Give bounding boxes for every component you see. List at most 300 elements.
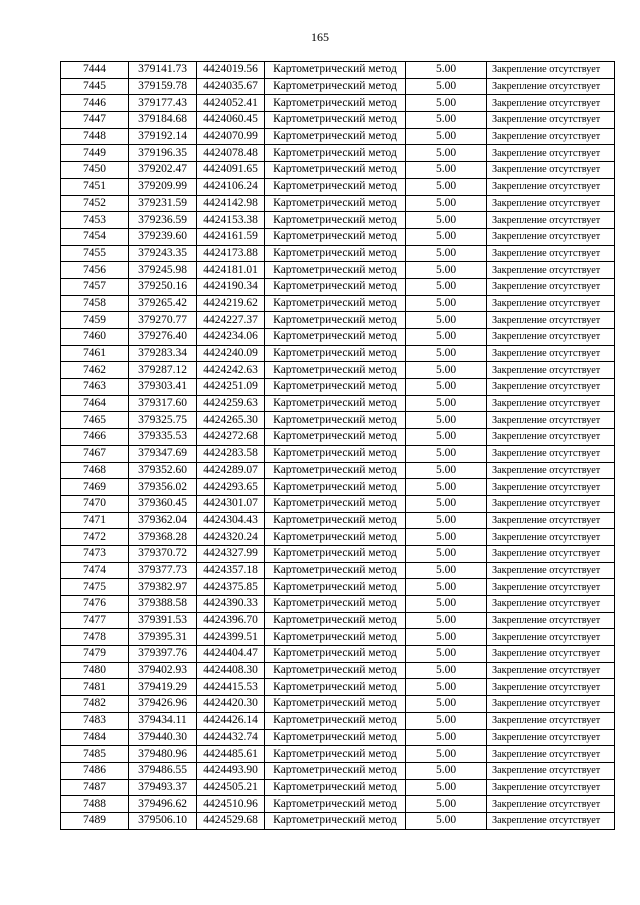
accuracy-cell: 5.00	[406, 646, 487, 663]
accuracy-cell: 5.00	[406, 779, 487, 796]
point-number-cell: 7477	[61, 612, 129, 629]
x-coordinate-cell: 379184.68	[129, 112, 197, 129]
y-coordinate-cell: 4424142.98	[197, 195, 265, 212]
x-coordinate-cell: 379276.40	[129, 329, 197, 346]
accuracy-cell: 5.00	[406, 178, 487, 195]
table-row	[61, 95, 615, 112]
table-row	[61, 629, 615, 646]
method-cell: Картометрический метод	[265, 679, 406, 696]
accuracy-cell: 5.00	[406, 462, 487, 479]
accuracy-cell: 5.00	[406, 746, 487, 763]
method-cell: Картометрический метод	[265, 462, 406, 479]
point-number-cell: 7481	[61, 679, 129, 696]
y-coordinate-cell: 4424396.70	[197, 612, 265, 629]
method-cell: Картометрический метод	[265, 612, 406, 629]
note-cell: Закрепление отсутствует	[487, 379, 615, 396]
table-row	[61, 145, 615, 162]
note-cell: Закрепление отсутствует	[487, 796, 615, 813]
x-coordinate-cell: 379265.42	[129, 295, 197, 312]
x-coordinate-cell: 379335.53	[129, 429, 197, 446]
accuracy-cell: 5.00	[406, 579, 487, 596]
method-cell: Картометрический метод	[265, 762, 406, 779]
x-coordinate-cell: 379243.35	[129, 245, 197, 262]
note-cell: Закрепление отсутствует	[487, 762, 615, 779]
accuracy-cell: 5.00	[406, 696, 487, 713]
method-cell: Картометрический метод	[265, 779, 406, 796]
note-cell: Закрепление отсутствует	[487, 746, 615, 763]
note-cell: Закрепление отсутствует	[487, 162, 615, 179]
accuracy-cell: 5.00	[406, 195, 487, 212]
accuracy-cell: 5.00	[406, 312, 487, 329]
method-cell: Картометрический метод	[265, 712, 406, 729]
accuracy-cell: 5.00	[406, 512, 487, 529]
note-cell: Закрепление отсутствует	[487, 612, 615, 629]
point-number-cell: 7478	[61, 629, 129, 646]
accuracy-cell: 5.00	[406, 495, 487, 512]
note-cell: Закрепление отсутствует	[487, 412, 615, 429]
accuracy-cell: 5.00	[406, 812, 487, 829]
table-row	[61, 128, 615, 145]
x-coordinate-cell: 379382.97	[129, 579, 197, 596]
accuracy-cell: 5.00	[406, 562, 487, 579]
y-coordinate-cell: 4424505.21	[197, 779, 265, 796]
point-number-cell: 7480	[61, 662, 129, 679]
table-row	[61, 245, 615, 262]
y-coordinate-cell: 4424301.07	[197, 495, 265, 512]
table-row	[61, 545, 615, 562]
x-coordinate-cell: 379239.60	[129, 228, 197, 245]
table-row	[61, 212, 615, 229]
accuracy-cell: 5.00	[406, 796, 487, 813]
x-coordinate-cell: 379370.72	[129, 545, 197, 562]
point-number-cell: 7462	[61, 362, 129, 379]
x-coordinate-cell: 379177.43	[129, 95, 197, 112]
y-coordinate-cell: 4424161.59	[197, 228, 265, 245]
point-number-cell: 7485	[61, 746, 129, 763]
accuracy-cell: 5.00	[406, 412, 487, 429]
table-row	[61, 162, 615, 179]
point-number-cell: 7450	[61, 162, 129, 179]
y-coordinate-cell: 4424529.68	[197, 812, 265, 829]
method-cell: Картометрический метод	[265, 746, 406, 763]
table-row	[61, 612, 615, 629]
x-coordinate-cell: 379347.69	[129, 445, 197, 462]
point-number-cell: 7488	[61, 796, 129, 813]
point-number-cell: 7461	[61, 345, 129, 362]
accuracy-cell: 5.00	[406, 278, 487, 295]
x-coordinate-cell: 379303.41	[129, 379, 197, 396]
note-cell: Закрепление отсутствует	[487, 445, 615, 462]
x-coordinate-cell: 379352.60	[129, 462, 197, 479]
x-coordinate-cell: 379159.78	[129, 78, 197, 95]
method-cell: Картометрический метод	[265, 562, 406, 579]
x-coordinate-cell: 379434.11	[129, 712, 197, 729]
note-cell: Закрепление отсутствует	[487, 112, 615, 129]
point-number-cell: 7446	[61, 95, 129, 112]
x-coordinate-cell: 379486.55	[129, 762, 197, 779]
table-row	[61, 178, 615, 195]
y-coordinate-cell: 4424052.41	[197, 95, 265, 112]
note-cell: Закрепление отсутствует	[487, 712, 615, 729]
accuracy-cell: 5.00	[406, 662, 487, 679]
y-coordinate-cell: 4424106.24	[197, 178, 265, 195]
accuracy-cell: 5.00	[406, 712, 487, 729]
y-coordinate-cell: 4424357.18	[197, 562, 265, 579]
note-cell: Закрепление отсутствует	[487, 295, 615, 312]
x-coordinate-cell: 379360.45	[129, 495, 197, 512]
method-cell: Картометрический метод	[265, 579, 406, 596]
point-number-cell: 7487	[61, 779, 129, 796]
table-row	[61, 62, 615, 79]
method-cell: Картометрический метод	[265, 128, 406, 145]
table-row	[61, 529, 615, 546]
x-coordinate-cell: 379287.12	[129, 362, 197, 379]
method-cell: Картометрический метод	[265, 345, 406, 362]
y-coordinate-cell: 4424415.53	[197, 679, 265, 696]
accuracy-cell: 5.00	[406, 596, 487, 613]
table-row	[61, 596, 615, 613]
note-cell: Закрепление отсутствует	[487, 596, 615, 613]
x-coordinate-cell: 379236.59	[129, 212, 197, 229]
note-cell: Закрепление отсутствует	[487, 529, 615, 546]
coordinates-table	[60, 61, 615, 830]
note-cell: Закрепление отсутствует	[487, 479, 615, 496]
table-row	[61, 512, 615, 529]
point-number-cell: 7469	[61, 479, 129, 496]
method-cell: Картометрический метод	[265, 512, 406, 529]
point-number-cell: 7473	[61, 545, 129, 562]
method-cell: Картометрический метод	[265, 445, 406, 462]
method-cell: Картометрический метод	[265, 812, 406, 829]
x-coordinate-cell: 379196.35	[129, 145, 197, 162]
point-number-cell: 7447	[61, 112, 129, 129]
accuracy-cell: 5.00	[406, 128, 487, 145]
method-cell: Картометрический метод	[265, 662, 406, 679]
y-coordinate-cell: 4424173.88	[197, 245, 265, 262]
point-number-cell: 7466	[61, 429, 129, 446]
point-number-cell: 7449	[61, 145, 129, 162]
point-number-cell: 7457	[61, 278, 129, 295]
table-row	[61, 812, 615, 829]
point-number-cell: 7454	[61, 228, 129, 245]
point-number-cell: 7451	[61, 178, 129, 195]
y-coordinate-cell: 4424390.33	[197, 596, 265, 613]
x-coordinate-cell: 379506.10	[129, 812, 197, 829]
accuracy-cell: 5.00	[406, 395, 487, 412]
table-row	[61, 662, 615, 679]
method-cell: Картометрический метод	[265, 629, 406, 646]
point-number-cell: 7470	[61, 495, 129, 512]
method-cell: Картометрический метод	[265, 262, 406, 279]
y-coordinate-cell: 4424327.99	[197, 545, 265, 562]
accuracy-cell: 5.00	[406, 295, 487, 312]
method-cell: Картометрический метод	[265, 278, 406, 295]
y-coordinate-cell: 4424272.68	[197, 429, 265, 446]
accuracy-cell: 5.00	[406, 212, 487, 229]
point-number-cell: 7483	[61, 712, 129, 729]
x-coordinate-cell: 379362.04	[129, 512, 197, 529]
table-row	[61, 112, 615, 129]
x-coordinate-cell: 379245.98	[129, 262, 197, 279]
method-cell: Картометрический метод	[265, 112, 406, 129]
point-number-cell: 7482	[61, 696, 129, 713]
x-coordinate-cell: 379419.29	[129, 679, 197, 696]
point-number-cell: 7455	[61, 245, 129, 262]
point-number-cell: 7475	[61, 579, 129, 596]
method-cell: Картометрический метод	[265, 245, 406, 262]
accuracy-cell: 5.00	[406, 445, 487, 462]
accuracy-cell: 5.00	[406, 112, 487, 129]
method-cell: Картометрический метод	[265, 78, 406, 95]
y-coordinate-cell: 4424035.67	[197, 78, 265, 95]
x-coordinate-cell: 379377.73	[129, 562, 197, 579]
method-cell: Картометрический метод	[265, 395, 406, 412]
accuracy-cell: 5.00	[406, 729, 487, 746]
x-coordinate-cell: 379270.77	[129, 312, 197, 329]
note-cell: Закрепление отсутствует	[487, 62, 615, 79]
y-coordinate-cell: 4424375.85	[197, 579, 265, 596]
point-number-cell: 7476	[61, 596, 129, 613]
method-cell: Картометрический метод	[265, 729, 406, 746]
method-cell: Картометрический метод	[265, 178, 406, 195]
method-cell: Картометрический метод	[265, 379, 406, 396]
x-coordinate-cell: 379325.75	[129, 412, 197, 429]
y-coordinate-cell: 4424240.09	[197, 345, 265, 362]
y-coordinate-cell: 4424420.30	[197, 696, 265, 713]
x-coordinate-cell: 379493.37	[129, 779, 197, 796]
accuracy-cell: 5.00	[406, 145, 487, 162]
note-cell: Закрепление отсутствует	[487, 779, 615, 796]
method-cell: Картометрический метод	[265, 95, 406, 112]
table-row	[61, 78, 615, 95]
method-cell: Картометрический метод	[265, 596, 406, 613]
method-cell: Картометрический метод	[265, 429, 406, 446]
accuracy-cell: 5.00	[406, 345, 487, 362]
note-cell: Закрепление отсутствует	[487, 562, 615, 579]
table-row	[61, 729, 615, 746]
note-cell: Закрепление отсутствует	[487, 128, 615, 145]
point-number-cell: 7460	[61, 329, 129, 346]
page-number: 165	[311, 30, 329, 44]
point-number-cell: 7472	[61, 529, 129, 546]
x-coordinate-cell: 379395.31	[129, 629, 197, 646]
note-cell: Закрепление отсутствует	[487, 145, 615, 162]
table-row	[61, 646, 615, 663]
accuracy-cell: 5.00	[406, 262, 487, 279]
method-cell: Картометрический метод	[265, 228, 406, 245]
accuracy-cell: 5.00	[406, 679, 487, 696]
point-number-cell: 7464	[61, 395, 129, 412]
table-row	[61, 762, 615, 779]
note-cell: Закрепление отсутствует	[487, 395, 615, 412]
y-coordinate-cell: 4424289.07	[197, 462, 265, 479]
y-coordinate-cell: 4424078.48	[197, 145, 265, 162]
coordinates-table-body	[61, 62, 615, 830]
note-cell: Закрепление отсутствует	[487, 812, 615, 829]
point-number-cell: 7463	[61, 379, 129, 396]
table-row	[61, 562, 615, 579]
table-row	[61, 278, 615, 295]
accuracy-cell: 5.00	[406, 362, 487, 379]
x-coordinate-cell: 379231.59	[129, 195, 197, 212]
accuracy-cell: 5.00	[406, 429, 487, 446]
accuracy-cell: 5.00	[406, 629, 487, 646]
point-number-cell: 7468	[61, 462, 129, 479]
method-cell: Картометрический метод	[265, 696, 406, 713]
y-coordinate-cell: 4424219.62	[197, 295, 265, 312]
x-coordinate-cell: 379283.34	[129, 345, 197, 362]
note-cell: Закрепление отсутствует	[487, 345, 615, 362]
y-coordinate-cell: 4424234.06	[197, 329, 265, 346]
method-cell: Картометрический метод	[265, 495, 406, 512]
table-row	[61, 495, 615, 512]
note-cell: Закрепление отсутствует	[487, 95, 615, 112]
x-coordinate-cell: 379391.53	[129, 612, 197, 629]
point-number-cell: 7444	[61, 62, 129, 79]
y-coordinate-cell: 4424293.65	[197, 479, 265, 496]
accuracy-cell: 5.00	[406, 95, 487, 112]
y-coordinate-cell: 4424320.24	[197, 529, 265, 546]
method-cell: Картометрический метод	[265, 62, 406, 79]
x-coordinate-cell: 379209.99	[129, 178, 197, 195]
point-number-cell: 7458	[61, 295, 129, 312]
note-cell: Закрепление отсутствует	[487, 629, 615, 646]
note-cell: Закрепление отсутствует	[487, 278, 615, 295]
table-row	[61, 295, 615, 312]
table-row	[61, 312, 615, 329]
accuracy-cell: 5.00	[406, 245, 487, 262]
table-row	[61, 345, 615, 362]
accuracy-cell: 5.00	[406, 379, 487, 396]
method-cell: Картометрический метод	[265, 796, 406, 813]
y-coordinate-cell: 4424181.01	[197, 262, 265, 279]
accuracy-cell: 5.00	[406, 62, 487, 79]
x-coordinate-cell: 379480.96	[129, 746, 197, 763]
accuracy-cell: 5.00	[406, 612, 487, 629]
point-number-cell: 7445	[61, 78, 129, 95]
x-coordinate-cell: 379426.96	[129, 696, 197, 713]
table-row	[61, 412, 615, 429]
y-coordinate-cell: 4424265.30	[197, 412, 265, 429]
y-coordinate-cell: 4424019.56	[197, 62, 265, 79]
x-coordinate-cell: 379397.76	[129, 646, 197, 663]
point-number-cell: 7484	[61, 729, 129, 746]
y-coordinate-cell: 4424251.09	[197, 379, 265, 396]
method-cell: Картометрический метод	[265, 479, 406, 496]
table-row	[61, 262, 615, 279]
note-cell: Закрепление отсутствует	[487, 679, 615, 696]
x-coordinate-cell: 379388.58	[129, 596, 197, 613]
y-coordinate-cell: 4424227.37	[197, 312, 265, 329]
note-cell: Закрепление отсутствует	[487, 579, 615, 596]
point-number-cell: 7453	[61, 212, 129, 229]
note-cell: Закрепление отсутствует	[487, 262, 615, 279]
note-cell: Закрепление отсутствует	[487, 228, 615, 245]
y-coordinate-cell: 4424304.43	[197, 512, 265, 529]
note-cell: Закрепление отсутствует	[487, 512, 615, 529]
y-coordinate-cell: 4424153.38	[197, 212, 265, 229]
method-cell: Картометрический метод	[265, 545, 406, 562]
note-cell: Закрепление отсутствует	[487, 646, 615, 663]
y-coordinate-cell: 4424399.51	[197, 629, 265, 646]
table-row	[61, 679, 615, 696]
point-number-cell: 7479	[61, 646, 129, 663]
table-row	[61, 429, 615, 446]
y-coordinate-cell: 4424493.90	[197, 762, 265, 779]
method-cell: Картометрический метод	[265, 162, 406, 179]
note-cell: Закрепление отсутствует	[487, 212, 615, 229]
y-coordinate-cell: 4424259.63	[197, 395, 265, 412]
table-row	[61, 579, 615, 596]
point-number-cell: 7489	[61, 812, 129, 829]
y-coordinate-cell: 4424408.30	[197, 662, 265, 679]
note-cell: Закрепление отсутствует	[487, 662, 615, 679]
accuracy-cell: 5.00	[406, 78, 487, 95]
method-cell: Картометрический метод	[265, 212, 406, 229]
x-coordinate-cell: 379368.28	[129, 529, 197, 546]
y-coordinate-cell: 4424510.96	[197, 796, 265, 813]
y-coordinate-cell: 4424091.65	[197, 162, 265, 179]
accuracy-cell: 5.00	[406, 529, 487, 546]
method-cell: Картометрический метод	[265, 329, 406, 346]
accuracy-cell: 5.00	[406, 762, 487, 779]
y-coordinate-cell: 4424485.61	[197, 746, 265, 763]
y-coordinate-cell: 4424070.99	[197, 128, 265, 145]
table-row	[61, 479, 615, 496]
x-coordinate-cell: 379250.16	[129, 278, 197, 295]
x-coordinate-cell: 379496.62	[129, 796, 197, 813]
method-cell: Картометрический метод	[265, 195, 406, 212]
x-coordinate-cell: 379440.30	[129, 729, 197, 746]
y-coordinate-cell: 4424060.45	[197, 112, 265, 129]
note-cell: Закрепление отсутствует	[487, 729, 615, 746]
accuracy-cell: 5.00	[406, 228, 487, 245]
point-number-cell: 7467	[61, 445, 129, 462]
point-number-cell: 7486	[61, 762, 129, 779]
note-cell: Закрепление отсутствует	[487, 362, 615, 379]
y-coordinate-cell: 4424426.14	[197, 712, 265, 729]
note-cell: Закрепление отсутствует	[487, 429, 615, 446]
table-row	[61, 395, 615, 412]
table-row	[61, 195, 615, 212]
point-number-cell: 7452	[61, 195, 129, 212]
accuracy-cell: 5.00	[406, 479, 487, 496]
note-cell: Закрепление отсутствует	[487, 312, 615, 329]
method-cell: Картометрический метод	[265, 646, 406, 663]
note-cell: Закрепление отсутствует	[487, 545, 615, 562]
y-coordinate-cell: 4424404.47	[197, 646, 265, 663]
table-row	[61, 228, 615, 245]
point-number-cell: 7456	[61, 262, 129, 279]
accuracy-cell: 5.00	[406, 329, 487, 346]
note-cell: Закрепление отсутствует	[487, 495, 615, 512]
table-row	[61, 379, 615, 396]
table-row	[61, 746, 615, 763]
table-row	[61, 329, 615, 346]
y-coordinate-cell: 4424242.63	[197, 362, 265, 379]
note-cell: Закрепление отсутствует	[487, 178, 615, 195]
note-cell: Закрепление отсутствует	[487, 78, 615, 95]
note-cell: Закрепление отсутствует	[487, 245, 615, 262]
y-coordinate-cell: 4424190.34	[197, 278, 265, 295]
point-number-cell: 7448	[61, 128, 129, 145]
note-cell: Закрепление отсутствует	[487, 329, 615, 346]
accuracy-cell: 5.00	[406, 545, 487, 562]
method-cell: Картометрический метод	[265, 362, 406, 379]
point-number-cell: 7459	[61, 312, 129, 329]
accuracy-cell: 5.00	[406, 162, 487, 179]
table-row	[61, 796, 615, 813]
